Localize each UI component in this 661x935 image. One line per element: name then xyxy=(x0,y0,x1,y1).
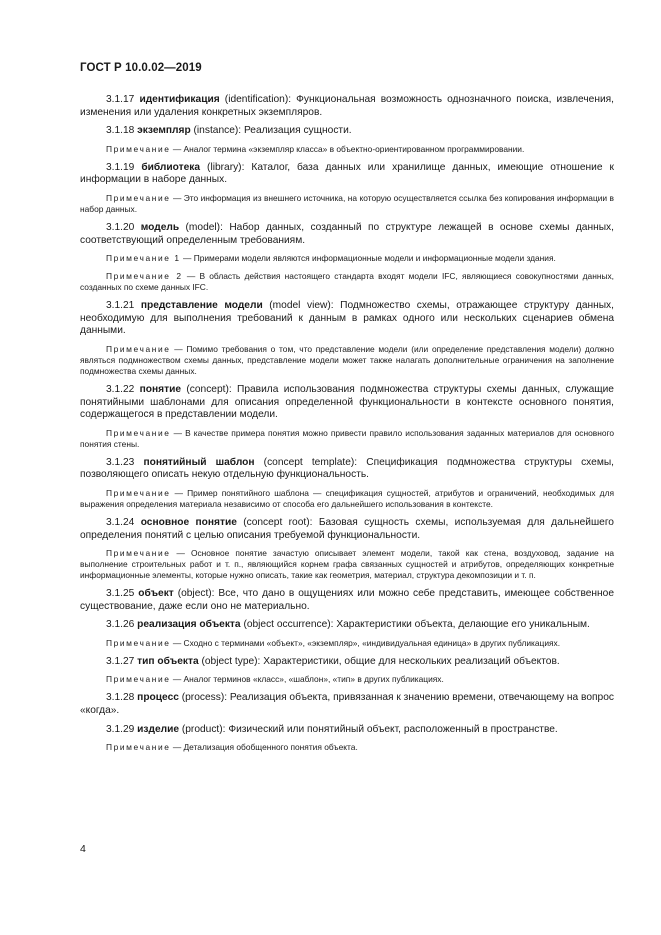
term-definition: Характеристики объекта, делающие его уникальным. xyxy=(336,619,590,631)
note-3-1-24 xyxy=(80,548,614,581)
term-definition: Реализация сущности. xyxy=(243,125,352,137)
note-text: — Аналог термина «экземпляр класса» в объектно-ориентированном программировании. xyxy=(172,143,525,154)
term-number: 3.1.25 xyxy=(106,588,135,600)
term-name: библиотека xyxy=(141,161,201,173)
term-definition: Реализация объекта, привязанная к значению времени, отвечающему на вопрос «когда». xyxy=(80,692,614,717)
term-3-1-18 xyxy=(80,125,614,138)
term-3-1-25 xyxy=(80,588,614,613)
term-name: понятие xyxy=(139,383,182,395)
term-definition: Все, что дано в ощущениях или можно себе представить, имеющее собственное существование, даже если оно не материально. xyxy=(80,588,614,612)
term-english: (product): xyxy=(181,723,226,735)
page-number: 4 xyxy=(80,843,86,855)
term-3-1-27 xyxy=(80,656,614,669)
term-name: процесс xyxy=(137,692,179,704)
term-english: (concept root): xyxy=(243,516,313,528)
term-name: объект xyxy=(138,588,174,600)
term-number: 3.1.17 xyxy=(106,94,135,105)
term-name: экземпляр xyxy=(137,125,191,137)
term-number: 3.1.28 xyxy=(106,692,135,704)
document-header: ГОСТ Р 10.0.02—2019 xyxy=(80,62,202,74)
term-definition: Базовая сущность схемы, используемая для дальнейшего определения понятий с целью описания требуемой функциональности. xyxy=(80,516,614,541)
note-3-1-18 xyxy=(80,144,614,155)
note-3-1-23 xyxy=(80,488,614,510)
term-english: (object): xyxy=(177,588,215,600)
term-english: (identification): xyxy=(224,94,292,105)
term-number: 3.1.22 xyxy=(106,383,135,395)
term-3-1-22 xyxy=(80,384,614,422)
term-name: реализация объекта xyxy=(137,619,241,631)
term-name: идентификация xyxy=(139,94,220,105)
note-3-1-20-1 xyxy=(80,253,614,264)
term-number: 3.1.24 xyxy=(106,516,135,528)
note-text: — Аналог терминов «класс», «шаблон», «тип» в других публикациях. xyxy=(172,674,444,685)
term-english: (process): xyxy=(181,692,228,704)
note-label: Примечание xyxy=(106,637,171,648)
note-3-1-26 xyxy=(80,638,614,649)
term-number: 3.1.27 xyxy=(106,655,135,667)
term-number: 3.1.20 xyxy=(106,221,135,233)
note-text: — Детализация обобщенного понятия объекта. xyxy=(172,742,358,753)
term-3-1-28 xyxy=(80,692,614,717)
note-text: — Помимо требования о том, что представление модели (или определение представления модели) должно являться подмножеством схемы данных, представление модели может также налагать дополнительные ограничения на заполнение подмножества схемы данных. xyxy=(80,343,614,376)
term-number: 3.1.26 xyxy=(106,619,135,631)
note-3-1-20-2 xyxy=(80,271,614,293)
term-name: модель xyxy=(140,221,180,233)
term-definition: Набор данных, созданный по структуре лежащей в основе схемы данных, соответствующий определенным требованиям. xyxy=(80,221,614,246)
term-definition: Правила использования подмножества структуры схемы данных, служащие понятийными шаблонами для описания определенной функциональности в контексте основного понятия, содержащегося в представлении модели. xyxy=(80,383,614,421)
note-label: Примечание xyxy=(106,343,171,354)
note-3-1-21 xyxy=(80,344,614,377)
term-3-1-29 xyxy=(80,724,614,737)
term-name: понятийный шаблон xyxy=(143,456,255,468)
note-text: — В качестве примера понятия можно привести правило использования заданных материалов для основного понятия стены. xyxy=(80,427,615,449)
term-definition: Спецификация подмножества структуры схемы, позволяющего описать некую отдельную функциональность. xyxy=(80,456,614,481)
term-3-1-20 xyxy=(80,222,614,247)
note-text: — В область действия настоящего стандарта входят модели IFC, являющиеся совокупностями данных, созданных по схеме данных IFC. xyxy=(80,271,614,293)
term-number: 3.1.18 xyxy=(106,125,135,137)
term-definition: Физический или понятийный объект, расположенный в пространстве. xyxy=(228,723,558,735)
term-number: 3.1.19 xyxy=(106,161,135,173)
note-label: Примечание xyxy=(106,674,171,685)
term-definition: Каталог, база данных или хранилище данных, имеющие отношение к информации в наборе данных. xyxy=(80,161,614,186)
note-label: Примечание 2 xyxy=(106,271,183,282)
term-3-1-23 xyxy=(80,457,614,482)
term-3-1-19 xyxy=(80,162,614,187)
term-name: представление модели xyxy=(140,300,263,312)
term-number: 3.1.23 xyxy=(106,456,135,468)
note-3-1-19 xyxy=(80,193,614,215)
term-english: (model view): xyxy=(269,300,334,312)
term-english: (object type): xyxy=(201,655,261,667)
note-3-1-22 xyxy=(80,428,614,450)
note-text: — Основное понятие зачастую описывает элемент модели, такой как стена, воздуховод, задание на выполнение строительных работ и т. п., являющийся корнем графа связанных сущностей и атрибутов, определяющих конкретные информационные элементы, которые нужно описать, такие как геометрия, материал, структура декомпозиции и т. п. xyxy=(80,548,614,581)
note-label: Примечание xyxy=(106,143,171,154)
term-name: основное понятие xyxy=(140,516,237,528)
term-english: (object occurrence): xyxy=(243,619,334,631)
term-name: изделие xyxy=(137,723,180,735)
note-label: Примечание 1 xyxy=(106,253,181,264)
term-3-1-21 xyxy=(80,300,614,338)
term-3-1-24 xyxy=(80,517,614,542)
note-text: — Сходно с терминами «объект», «экземпляр», «индивидуальная единица» в других публикациях. xyxy=(172,637,561,648)
term-number: 3.1.21 xyxy=(106,300,135,312)
term-definition: Характеристики, общие для нескольких реализаций объектов. xyxy=(263,655,560,667)
note-text: — Это информация из внешнего источника, на которую осуществляется ссылка без копирования информации в набор данных. xyxy=(80,192,614,214)
note-3-1-29 xyxy=(80,742,614,753)
term-definition: Подмножество схемы, отражающее структуру данных, необходимую для выполнения требований к данным в рамках одного или нескольких сценариев обмена данными. xyxy=(80,300,614,337)
note-label: Примечание xyxy=(106,192,171,203)
note-label: Примечание xyxy=(106,548,171,559)
term-english: (model): xyxy=(185,221,223,233)
note-text: — Примерами модели являются информационные модели и информационные модели здания. xyxy=(183,253,556,264)
term-3-1-26 xyxy=(80,619,614,632)
term-english: (instance): xyxy=(193,125,242,137)
note-label: Примечание xyxy=(106,742,171,753)
term-english: (concept): xyxy=(186,383,232,395)
term-english: (concept template): xyxy=(263,456,358,468)
term-name: тип объекта xyxy=(137,655,199,667)
term-3-1-17 xyxy=(80,94,614,119)
note-label: Примечание xyxy=(106,427,171,438)
term-definition: Функциональная возможность однозначного поиска, извлечения, изменения или удаления конкретных экземпляров. xyxy=(80,94,614,118)
document-body xyxy=(80,94,614,760)
term-english: (library): xyxy=(207,161,245,173)
term-number: 3.1.29 xyxy=(106,723,135,735)
note-3-1-27 xyxy=(80,674,614,685)
note-label: Примечание xyxy=(106,487,171,498)
note-text: — Пример понятийного шаблона — спецификация сущностей, атрибутов и ограничений, необходимых для выражения определения материала независимо от способа его дальнейшего использования в контексте. xyxy=(80,487,614,509)
